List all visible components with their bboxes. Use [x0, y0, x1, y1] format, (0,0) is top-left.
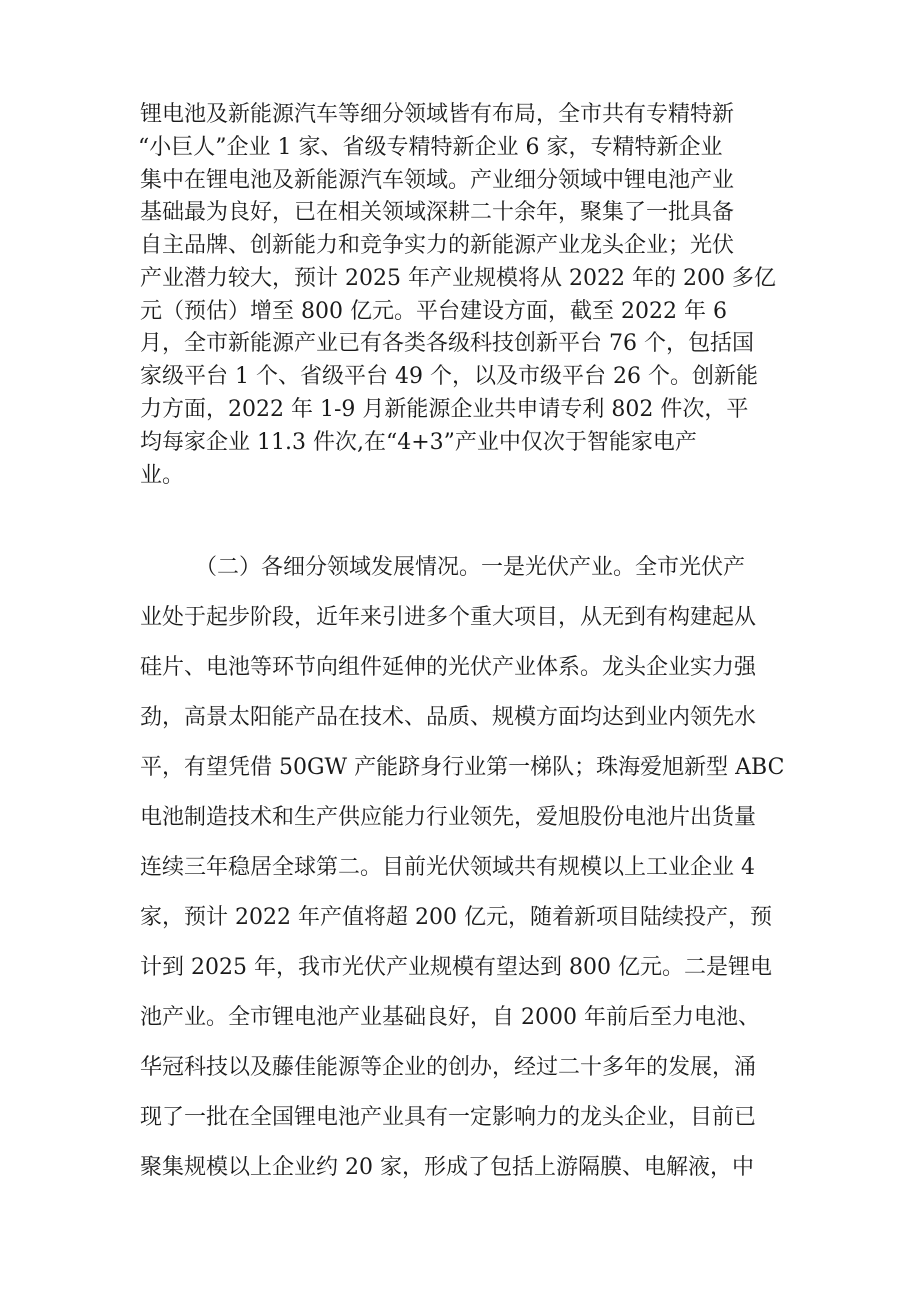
text-line: 锂电池及新能源汽车等细分领域皆有布局，全市共有专精特新	[140, 102, 735, 127]
text-line: 现了一批在全国锂电池产业具有一定影响力的龙头企业，目前已	[140, 1105, 757, 1130]
text-line: 家级平台 1 个、省级平台 49 个，以及市级平台 26 个。创新能	[140, 364, 758, 389]
text-line: 连续三年稳居全球第二。目前光伏领域共有规模以上工业企业 4	[140, 855, 755, 880]
text-line: 家，预计 2022 年产值将超 200 亿元，随着新项目陆续投产，预	[140, 905, 772, 930]
text-line: 基础最为良好，已在相关领域深耕二十余年，聚集了一批具备	[140, 200, 735, 225]
text-line: 池产业。全市锂电池产业基础良好，自 2000 年前后至力电池、	[140, 1005, 760, 1030]
text-line: 计到 2025 年，我市光伏产业规模有望达到 800 亿元。二是锂电	[140, 955, 772, 980]
text-line: 业处于起步阶段，近年来引进多个重大项目，从无到有构建起从	[140, 605, 757, 630]
text-line: （二）各细分领域发展情况。一是光伏产业。全市光伏产	[195, 555, 746, 580]
text-line: “小巨人”企业 1 家、省级专精特新企业 6 家，专精特新企业	[138, 135, 723, 160]
text-line: 月，全市新能源产业已有各类各级科技创新平台 76 个，包括国	[140, 331, 754, 356]
text-line: 自主品牌、创新能力和竞争实力的新能源产业龙头企业；光伏	[140, 233, 735, 258]
text-line: 集中在锂电池及新能源汽车领域。产业细分领域中锂电池产业	[140, 168, 735, 193]
text-line: 华冠科技以及藤佳能源等企业的创办，经过二十多年的发展，涌	[140, 1055, 757, 1080]
text-line: 平，有望凭借 50GW 产能跻身行业第一梯队；珠海爱旭新型 ABC	[140, 755, 785, 780]
text-line: 电池制造技术和生产供应能力行业领先，爱旭股份电池片出货量	[140, 805, 757, 830]
text-line: 业。	[140, 463, 185, 488]
text-line: 聚集规模以上企业约 20 家，形成了包括上游隔膜、电解液，中	[140, 1155, 754, 1180]
text-line: 产业潜力较大，预计 2025 年产业规模将从 2022 年的 200 多亿	[140, 266, 776, 291]
text-line: 元（预估）增至 800 亿元。平台建设方面，截至 2022 年 6	[140, 299, 727, 324]
text-line: 力方面，2022 年 1-9 月新能源企业共申请专利 802 件次，平	[140, 397, 749, 422]
text-line: 硅片、电池等环节向组件延伸的光伏产业体系。龙头企业实力强	[140, 655, 757, 680]
text-line: 均每家企业 11.3 件次,在“4+3”产业中仅次于智能家电产	[140, 430, 697, 455]
text-line: 劲，高景太阳能产品在技术、品质、规模方面均达到业内领先水	[140, 705, 757, 730]
